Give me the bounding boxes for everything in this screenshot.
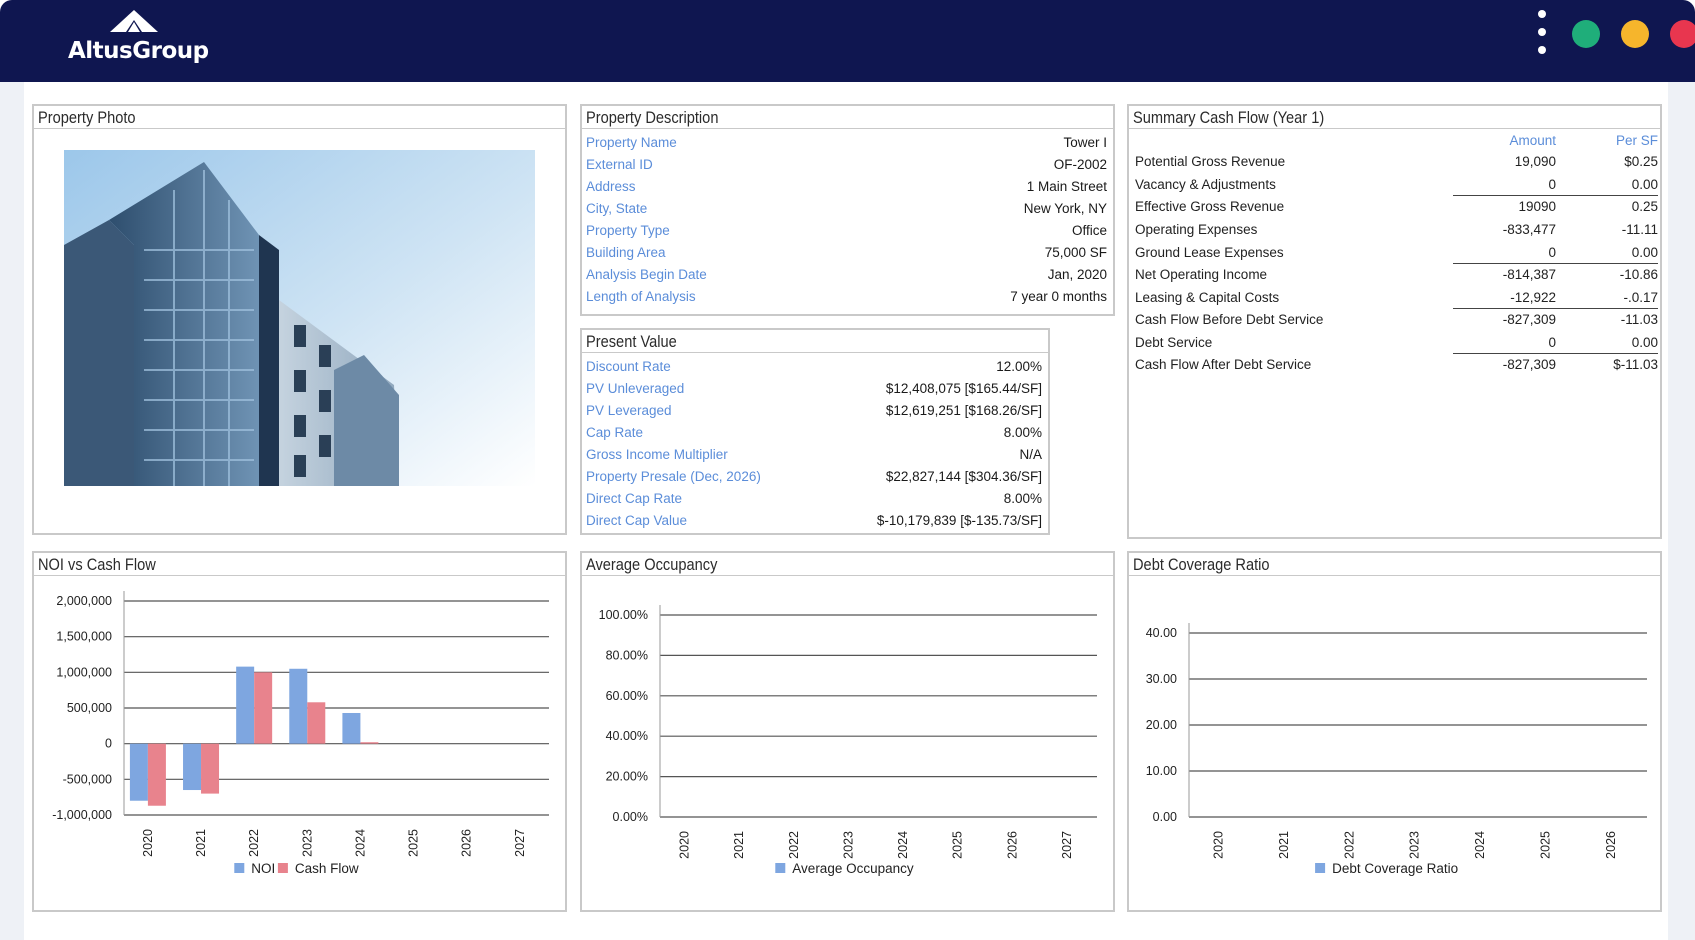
x-tick-label: 2020 [677,831,692,859]
y-tick-label: 100.00% [598,608,648,622]
debt-coverage-ratio-panel [1127,551,1662,912]
y-tick-label: 1,000,000 [56,665,112,680]
y-tick-label: 40.00% [605,729,648,744]
y-tick-label: 0.00 [1152,810,1177,824]
y-tick-label: 30.00 [1145,672,1177,686]
x-tick-label: 2025 [406,829,421,857]
panel-title: Present Value [586,332,677,351]
yellow-window-button[interactable] [1621,20,1649,48]
legend-swatch [775,863,785,873]
legend-label: Debt Coverage Ratio [1332,861,1459,876]
x-tick-label: 2024 [353,829,368,857]
external-id-row: External ID OF-2002 [586,157,1107,172]
property-presale-row: Property Presale (Dec, 2026) $22,827,144 [$304.36/SF] [586,469,1042,484]
x-tick-label: 2024 [896,831,911,859]
x-tick-label: 2025 [950,831,965,859]
panel-title: Average Occupancy [586,555,718,574]
bar-cash-flow [201,744,219,794]
x-tick-label: 2023 [1407,831,1422,859]
x-tick-label: 2023 [841,831,856,859]
bar-noi [236,667,254,744]
panel-title: Property Description [586,108,719,127]
x-tick-label: 2021 [194,829,209,857]
cash-flow-row: Operating Expenses -833,477 -11.11 [1135,222,1658,237]
y-tick-label: 500,000 [66,701,112,715]
dashboard-canvas [0,82,1695,940]
x-tick-label: 2024 [1473,831,1488,859]
cash-flow-row: Effective Gross Revenue 19090 0.25 [1135,199,1658,214]
y-tick-label: 10.00 [1145,764,1177,778]
bar-noi [130,744,148,801]
x-tick-label: 2026 [1005,831,1020,859]
y-tick-label: -500,000 [62,772,112,787]
analysis-begin-date-row: Analysis Begin Date Jan, 2020 [586,267,1107,282]
brand-name: AltusGroup [68,38,209,64]
report-sheet [24,82,1668,940]
panel-title: Summary Cash Flow (Year 1) [1133,108,1325,127]
x-tick-label: 2022 [786,831,801,859]
cash-flow-row: Ground Lease Expenses 0 0.00 [1135,245,1658,260]
red-window-button[interactable] [1670,20,1695,48]
app-header [0,0,1695,82]
building-area-row: Building Area 75,000 SF [586,245,1107,260]
summary-cash-flow-panel [1127,104,1662,539]
amount-column-header: Amount [1509,133,1556,148]
length-of-analysis-row: Length of Analysis 7 year 0 months [586,289,1107,304]
y-tick-label: 0 [105,736,112,751]
cap-rate-row: Cap Rate 8.00% [586,425,1042,440]
x-tick-label: 2027 [512,829,527,857]
property-description-panel [580,104,1115,316]
y-tick-label: 2,000,000 [56,594,112,608]
x-tick-label: 2025 [1538,831,1553,859]
y-tick-label: 80.00% [605,648,648,663]
bar-noi [289,669,307,744]
legend-swatch [234,863,244,873]
discount-rate-row: Discount Rate 12.00% [586,359,1042,374]
x-tick-label: 2027 [1059,831,1074,859]
cash-flow-row: Cash Flow After Debt Service -827,309 $-11.03 [1135,357,1658,372]
green-window-button[interactable] [1572,20,1600,48]
y-tick-label: 20.00% [605,769,648,784]
window-controls [1495,0,1695,82]
cash-flow-row: Cash Flow Before Debt Service -827,309 -11.03 [1135,312,1658,327]
cash-flow-row: Vacancy & Adjustments 0 0.00 [1135,177,1658,192]
x-tick-label: 2021 [1276,831,1291,859]
panel-title: NOI vs Cash Flow [38,555,156,574]
property-type-row: Property Type Office [586,223,1107,238]
x-tick-label: 2026 [1604,831,1619,859]
altus-logo-icon [106,8,162,34]
legend-swatch [278,863,288,873]
y-tick-label: 20.00 [1145,718,1177,732]
x-tick-label: 2023 [300,829,315,857]
x-tick-label: 2020 [1211,831,1226,859]
cash-flow-row: Leasing & Capital Costs -12,922 -.0.17 [1135,290,1658,305]
average-occupancy-chart [582,577,1113,910]
debt-coverage-ratio-chart [1129,577,1660,910]
panel-title: Property Photo [38,108,136,127]
cash-flow-row: Debt Service 0 0.00 [1135,335,1658,350]
noi-vs-cash-flow-panel [32,551,567,912]
property-name-row: Property Name Tower I [586,135,1107,150]
x-tick-label: 2020 [140,829,155,857]
property-photo [64,150,535,486]
pv-leveraged-row: PV Leveraged $12,619,251 [$168.26/SF] [586,403,1042,418]
bar-cash-flow [254,672,272,743]
legend-label: Cash Flow [294,861,359,876]
address-row: Address 1 Main Street [586,179,1107,194]
y-tick-label: 0.00% [612,810,648,824]
average-occupancy-panel [580,551,1115,912]
y-tick-label: 60.00% [605,688,648,703]
city-state-row: City, State New York, NY [586,201,1107,216]
legend-label: Average Occupancy [792,861,914,876]
bar-cash-flow [307,702,325,743]
y-tick-label: -1,000,000 [52,808,112,822]
bar-noi [183,744,201,790]
gross-income-multiplier-row: Gross Income Multiplier N/A [586,447,1042,462]
present-value-panel [580,328,1050,535]
legend-label: NOI [251,861,276,876]
bar-noi [342,713,360,744]
y-tick-label: 40.00 [1145,626,1177,640]
panel-title: Debt Coverage Ratio [1133,555,1270,574]
more-menu-icon[interactable] [1535,10,1549,60]
bar-cash-flow [360,742,378,743]
legend-swatch [1315,863,1325,873]
cash-flow-row: Net Operating Income -814,387 -10.86 [1135,267,1658,282]
x-tick-label: 2026 [459,829,474,857]
y-tick-label: 1,500,000 [56,629,112,644]
brand-logo[interactable] [68,6,218,76]
direct-cap-rate-row: Direct Cap Rate 8.00% [586,491,1042,506]
x-tick-label: 2021 [732,831,747,859]
bar-cash-flow [148,744,166,806]
x-tick-label: 2022 [247,829,262,857]
property-photo-panel [32,104,567,535]
noi-vs-cash-flow-chart [34,577,565,910]
x-tick-label: 2022 [1342,831,1357,859]
direct-cap-value-row: Direct Cap Value $-10,179,839 [$-135.73/SF] [586,513,1042,528]
cash-flow-row: Potential Gross Revenue 19,090 $0.25 [1135,154,1658,169]
per-sf-column-header: Per SF [1615,133,1658,148]
pv-unleveraged-row: PV Unleveraged $12,408,075 [$165.44/SF] [586,381,1042,396]
